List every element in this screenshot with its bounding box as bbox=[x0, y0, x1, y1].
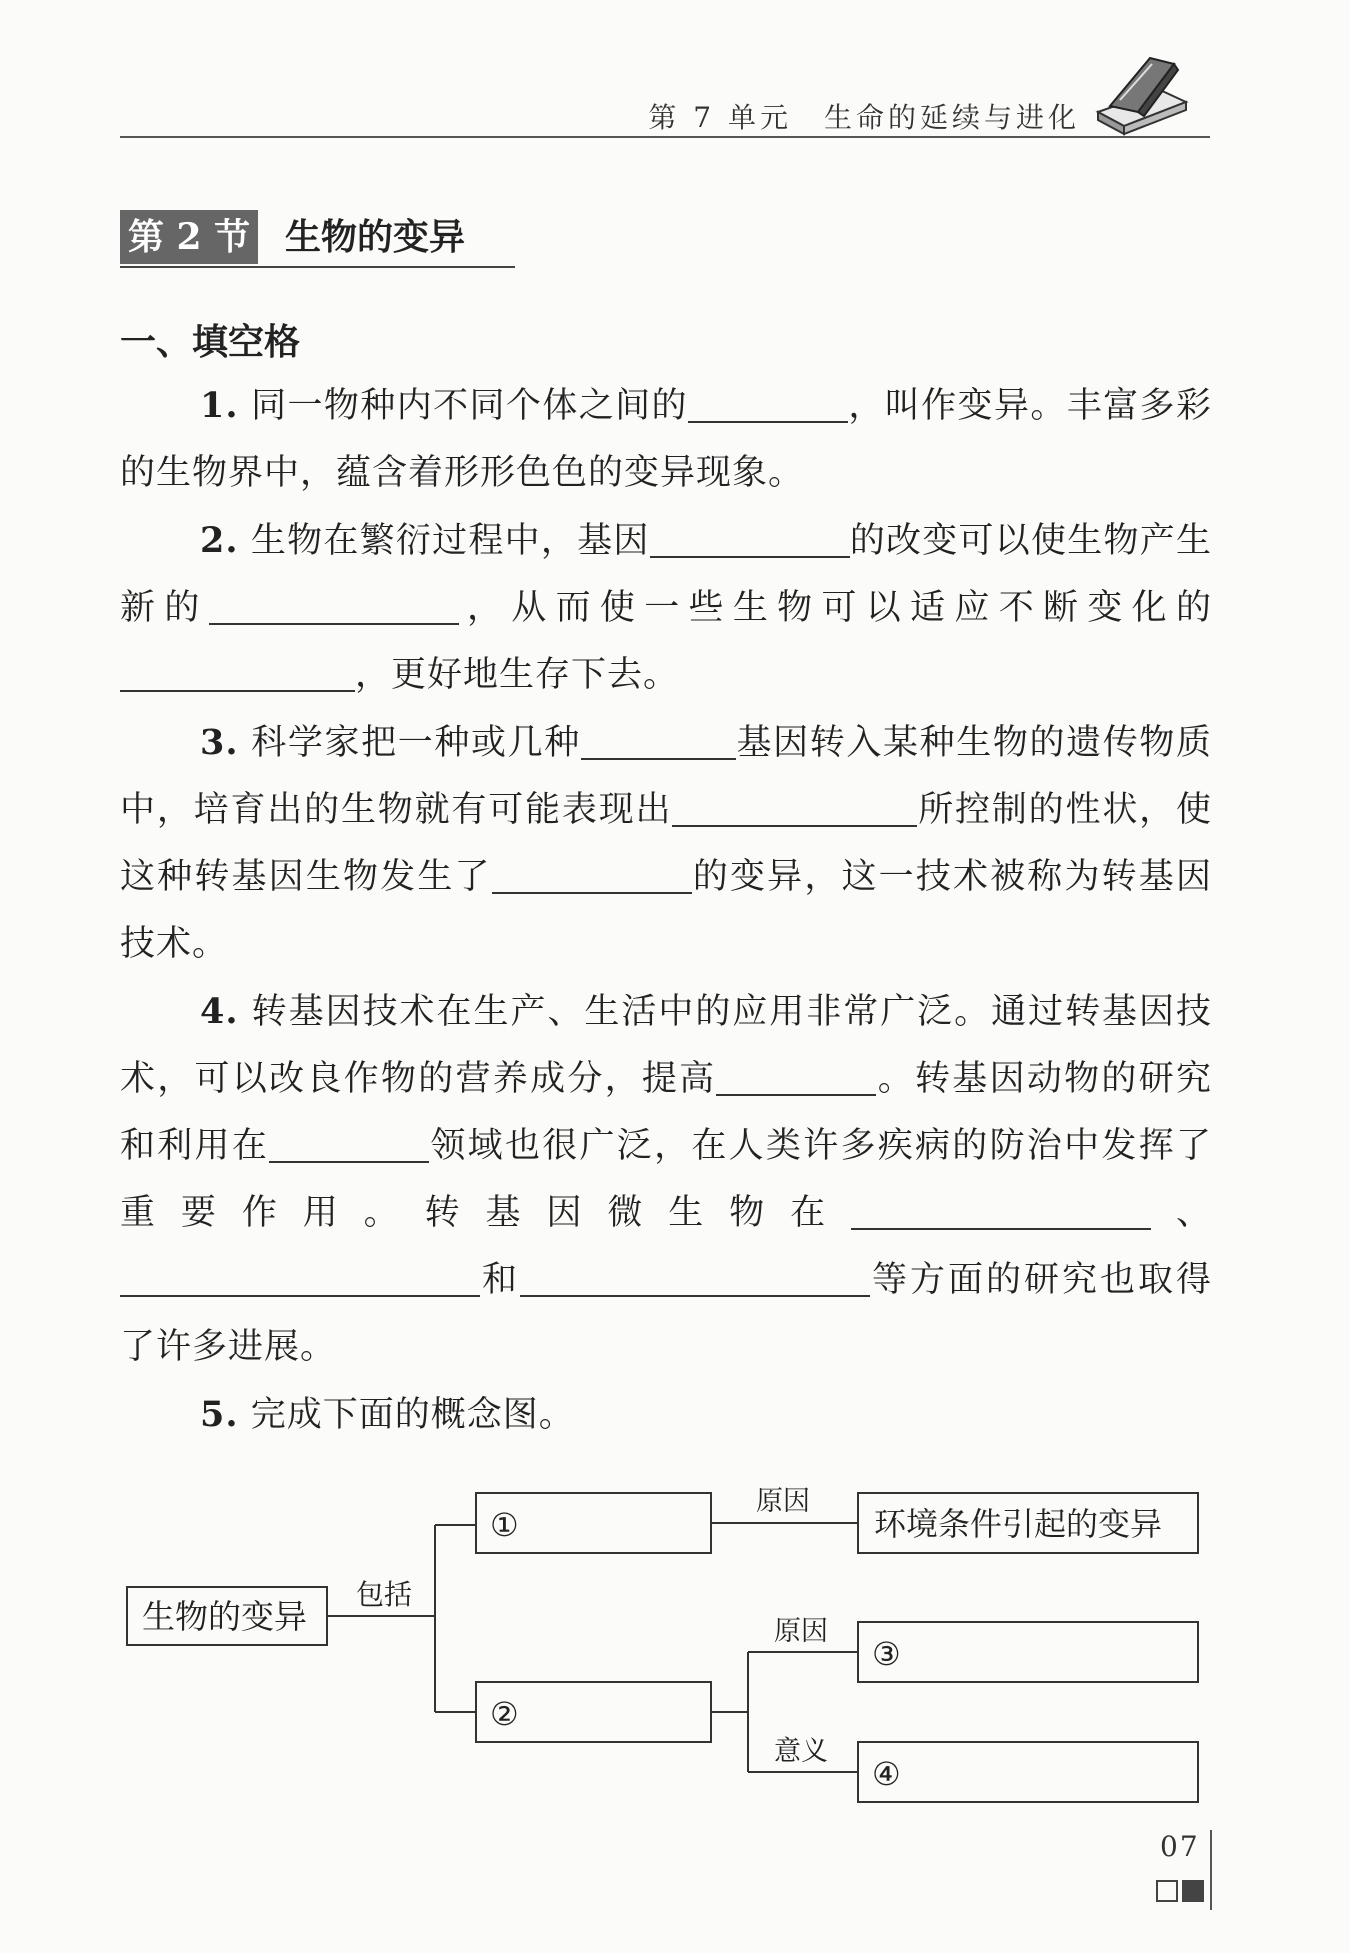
slot2-label: ② bbox=[490, 1695, 519, 1733]
page-number: 07 bbox=[1160, 1830, 1200, 1863]
section-name: 生物的变异 bbox=[285, 216, 466, 258]
question-text: 。转基因动物的研究和利用在 bbox=[120, 1059, 1212, 1166]
slot4-label: ④ bbox=[872, 1755, 901, 1793]
slot3-label: ③ bbox=[872, 1635, 901, 1673]
cause-label-2: 原因 bbox=[774, 1616, 828, 1647]
page-square-filled-icon bbox=[1182, 1880, 1204, 1902]
part-heading: 一、填空格 bbox=[120, 322, 301, 363]
root-label: 生物的变异 bbox=[142, 1597, 307, 1636]
question-text: 转基因技术在生产、生活中的应用非常广泛。通过转基因技术，可以改良作物的营养成分，提高 bbox=[120, 992, 1212, 1099]
slot4-box bbox=[858, 1742, 1198, 1802]
question-text: 等方面的研究也取得了许多进展。 bbox=[120, 1260, 1212, 1367]
question-text: 基因转入某种生物的遗传物质中，培育出的生物就有可能表现出 bbox=[120, 723, 1212, 830]
question-text: 和 bbox=[480, 1260, 520, 1300]
page-divider bbox=[1210, 1830, 1212, 1910]
question-text: 生物在繁衍过程中，基因 bbox=[250, 521, 650, 561]
question-text: ，从而使一些生物可以适应不断变化的 bbox=[458, 588, 1212, 628]
section-tag: 第 2 节 bbox=[120, 210, 258, 264]
question-text: 同一物种内不同个体之间的 bbox=[251, 386, 688, 426]
slot1-label: ① bbox=[490, 1506, 519, 1544]
page-square-outline-icon bbox=[1156, 1880, 1178, 1902]
question-text: 、 bbox=[1151, 1193, 1212, 1233]
question-text: 的改变可以使生物产生新的 bbox=[120, 521, 1212, 628]
env-box-label: 环境条件引起的变异 bbox=[874, 1505, 1163, 1543]
question-text: ，更好地生存下去。 bbox=[355, 655, 680, 695]
question-text: 领域也很广泛，在人类许多疾病的防治中发挥了重要作用。转基因微生物在 bbox=[120, 1126, 1212, 1233]
question-number: 4. bbox=[200, 991, 239, 1032]
cause-label-1: 原因 bbox=[756, 1486, 810, 1517]
question-number: 5. bbox=[200, 1394, 239, 1435]
question-text: ，叫作变异。丰富多彩的生物界中，蕴含着形形色色的变异现象。 bbox=[120, 386, 1212, 493]
question-number: 2. bbox=[200, 520, 239, 561]
question-text: 完成下面的概念图。 bbox=[250, 1395, 575, 1435]
meaning-label: 意义 bbox=[774, 1736, 828, 1767]
unit-title: 第 7 单元 生命的延续与进化 bbox=[648, 101, 1080, 134]
question-number: 3. bbox=[200, 722, 239, 763]
question-number: 1. bbox=[200, 385, 239, 426]
question-text: 的变异，这一技术被称为转基因技术。 bbox=[120, 857, 1212, 964]
include-label: 包括 bbox=[356, 1578, 413, 1611]
question-text: 所控制的性状，使这种转基因生物发生了 bbox=[120, 790, 1212, 897]
slot3-box bbox=[858, 1622, 1198, 1682]
question-text: 科学家把一种或几种 bbox=[251, 723, 581, 763]
